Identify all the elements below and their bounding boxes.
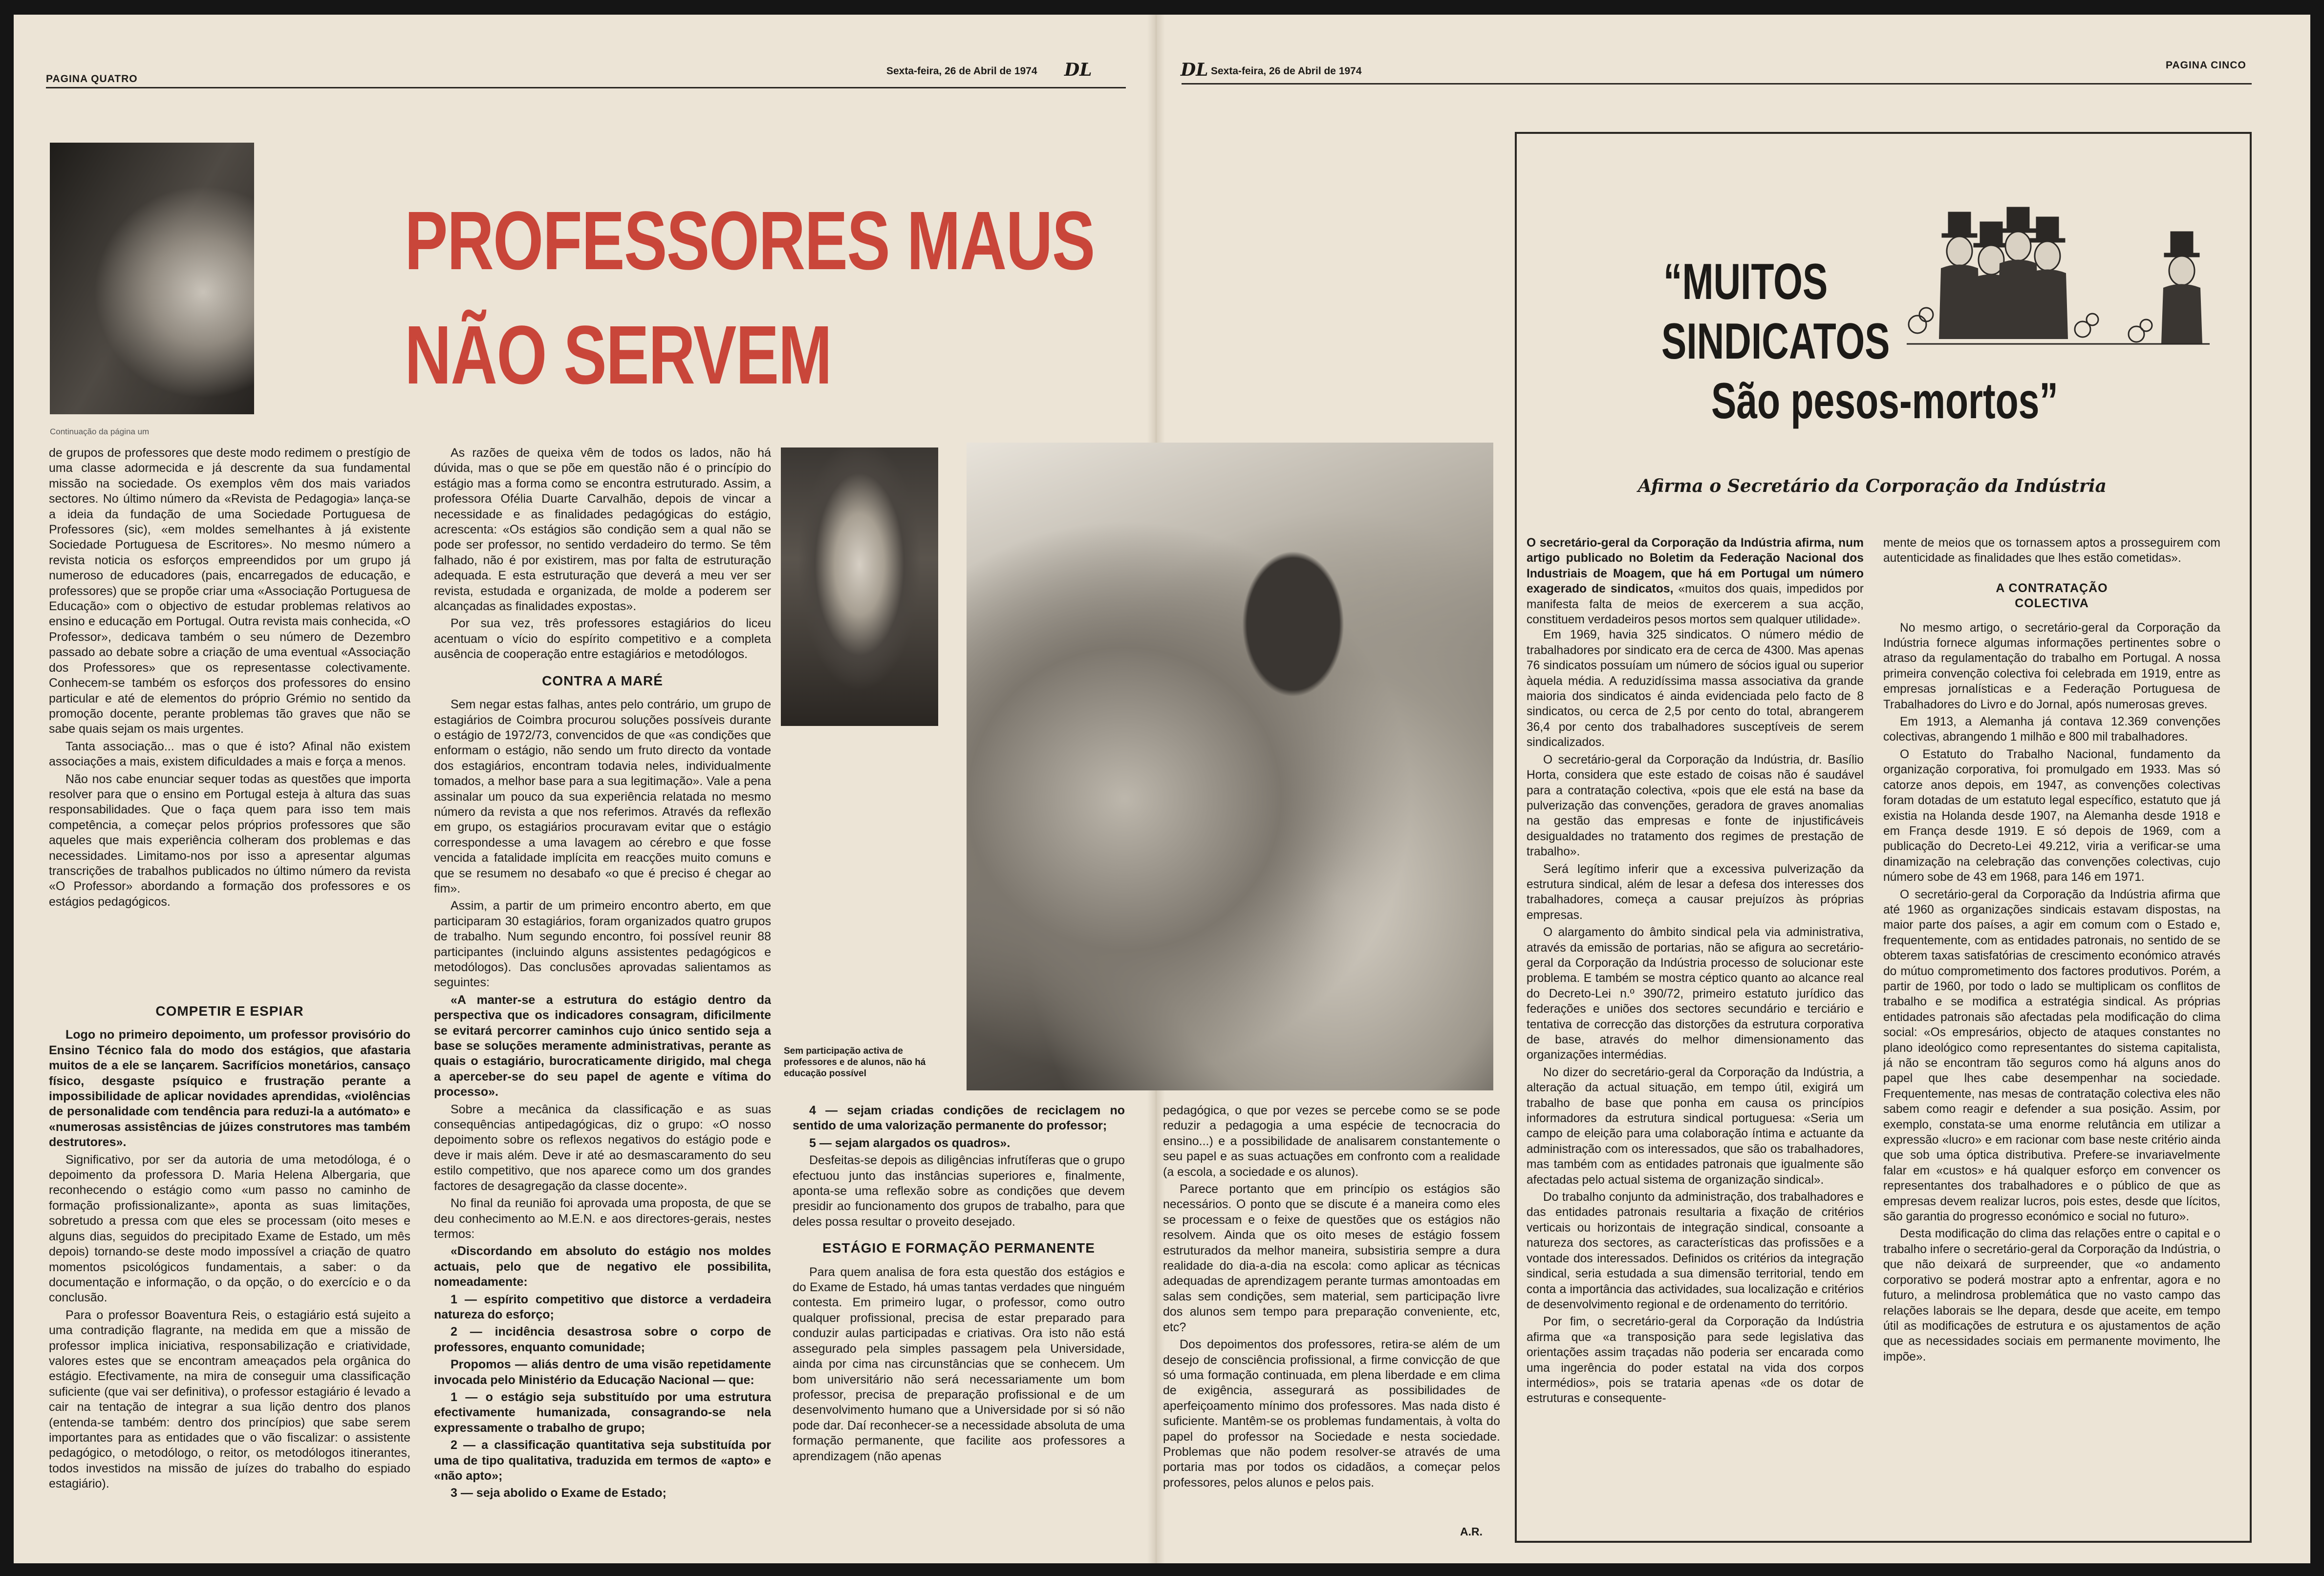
article1-column-3 bbox=[793, 1103, 1125, 1558]
paragraph: Sobre a mecânica da classificação e as suas consequências antipedagógicas, diz o grupo: «O nosso depoimento sobre os reflexos negativos do estágio pode e deve ir mais além. Deve ir até ao desmascaramento do seu estilo competitivo, que nos aparece como um dos grandes factores de desagregação da classe docente». bbox=[434, 1102, 771, 1193]
paragraph: Dos depoimentos dos professores, retira-se além de um desejo de consciência profissional, a firme convicção de que só uma formação continuada, em plena liberdade e em clima de exigência, assegurará as possibilidades de aperfeiçoamento mínimo dos professores. Mas nada disto é suficiente. Mantêm-se os problemas fundamentais, à volta do papel do professor na Sociedade e nesta sociedade. Problemas que não podem resolver-se através de uma portaria mas por todos os cidadãos, a começar pelos professores, pelos alunos e pelos pais. bbox=[1163, 1338, 1500, 1490]
flower bbox=[2140, 319, 2152, 331]
top-hat bbox=[2036, 217, 2059, 240]
newspaper-spread bbox=[14, 15, 2310, 1563]
quote-headline-3: São pesos-mortos” bbox=[1711, 373, 2058, 429]
left-page-folio: PAGINA QUATRO bbox=[46, 73, 138, 85]
paragraph: de grupos de professores que deste modo redimem o prestígio de uma classe adormecida e já descrente da sua fundamental missão na sociedade. Os exemplos vêm dos mais variados sectores. No último número da «Revista de Pedagogia» lança-se a ideia da fundação de uma Sociedade Portuguesa de Professores (sic), «em moldes semelhantes à já existente Sociedade Portuguesa de Escritores». No mesmo número a revista noticia os esforços empreendidos por um grupo já numeroso de educadores (pais, encarregados de educação, e professores) que se propõe criar uma «Associação Portuguesa de Educação» com o objectivo de estudar problemas relativos ao ensino e educação em Portugal. Outra revista mais conhecida, «O Professor», dedicava também o seu número de Dezembro passado ao debate sobre a criação de uma eventual «Associação dos Professores» que os representasse colectivamente. Conhecem-se também os esforços dos professores do ensino particular e até de elementos do próprio Grémio no sentido da promoção docente, perante problemas tão graves que não se sabe quais sejam os mais urgentes. bbox=[49, 446, 410, 736]
article2-column-1 bbox=[1527, 535, 1864, 1532]
paragraph: Significativo, por ser da autoria de uma metodóloga, é o depoimento da professora D. Maria Helena Albergaria, que reconhecendo o estágio como «um passo no caminho de formação profissionalizante», aponta as suas limitações, sobretudo a pressa com que eles se processam (oito meses e alguns dias, seguidos do precipitado Exame de Estado, um mês depois) tornando-se deste modo impossível a criação de quatro momentos psicológicos fundamentais, a saber: o da documentação e informação, o da opção, o do exercício e o da conclusão. bbox=[49, 1152, 410, 1305]
paragraph: Desfeitas-se depois as diligências infrutíferas que o grupo efectuou junto das instâncias superiores e, finalmente, aponta-se uma reflexão sobre as condições que devem presidir ao funcionamento dos grupos de trabalho, para que deles possa resultar o proveito desejado. bbox=[793, 1153, 1125, 1229]
face bbox=[2035, 241, 2060, 271]
continuation-note: Continuação da página um bbox=[50, 427, 150, 436]
top-hat bbox=[1948, 212, 1971, 235]
paragraph: Parece portanto que em princípio os estágios são necessários. O ponto que se discute é a maneira como eles se processam e o feixe de questões que os estágios não resolvem. Ainda que os oito meses de estágio fossem estruturados da melhor maneira, subsistiria sempre a dura realidade do dia-a-dia na escola: como aplicar as técnicas adequadas de aprendizagem perante turmas amontoadas em salas sem condições, sem material, sem participação livre dos alunos sem tempo para preparação conveniente, etc, etc? bbox=[1163, 1182, 1500, 1334]
article2-column-2 bbox=[1883, 535, 2220, 1532]
article1-column-2 bbox=[434, 446, 771, 1558]
paragraph: Não nos cabe enunciar sequer todas as questões que importa resolver para que o ensino em Portugal esteja à altura das suas responsabilidades. Que o faça quem para isso tem mais competência, a começar pelos próprios professores que são aqueles que mais experiência colheram dos problemas e das necessidades. Limitamo-nos por isso a apresentar algumas transcrições de trabalhos publicados no último número da revista «O Professor» abordando a formação dos professores e os estágios pedagógicos. bbox=[49, 772, 410, 909]
photo-smoking-teacher bbox=[50, 143, 254, 414]
capitalists-illustration bbox=[1907, 183, 2239, 378]
top-hat bbox=[2171, 232, 2193, 255]
paragraph: Tanta associação... mas o que é isto? Afinal não existem associações a mais, existem dificuldades a mais e força a menos. bbox=[49, 739, 410, 769]
headline-line-1: PROFESSORES MAUS bbox=[405, 194, 1095, 287]
coat bbox=[2161, 284, 2202, 344]
paragraph: Desta modificação do clima das relações entre o capital e o trabalho infere o secretário-geral da Corporação da Indústria, o que não deixará de surpreender, que «o andamento corporativo se poderá mostrar apto a enfrentar, agora e no futuro, a melindrosa problemática que no vasto campo das relações laborais se lhe depara, desde que aceite, em tempo útil as modificações de estrutura e os ajustamentos de ação que as necessidades sociais em permanente movimento, lhe impõe». bbox=[1883, 1227, 2220, 1363]
subhead-estagio: ESTÁGIO E FORMAÇÃO PERMANENTE bbox=[822, 1240, 1095, 1256]
photo-boy bbox=[781, 447, 938, 726]
paragraph: 2 — incidência desastrosa sobre o corpo de professores, enquanto comunidade; bbox=[434, 1325, 771, 1354]
paragraph: O secretário-geral da Corporação da Indústria, dr. Basílio Horta, considera que este estado de coisas não é saudável para a contratação colectiva, «pois que ele está na base da pulverização das convenções, geradora de graves anomalias na gestão das empresas e fonte de injustificáveis desigualdades no tratamento dos regimes de prestação de trabalho». bbox=[1527, 753, 1864, 859]
right-page-folio: PAGINA CINCO bbox=[2166, 60, 2246, 71]
article1-column-4 bbox=[1163, 1103, 1500, 1528]
article-signature: A.R. bbox=[1460, 1525, 1483, 1538]
article1-column-1 bbox=[49, 446, 410, 995]
paragraph: Por sua vez, três professores estagiários do liceu acentuam o vício do espírito competitivo e a completa ausência de cooperação entre estagiários e metodólogos. bbox=[434, 617, 771, 661]
coat bbox=[2027, 270, 2068, 340]
paragraph: 2 — a classificação quantitativa seja substituída por uma de tipo qualitativa, traduzida em termos de «apto» e «não apto»; bbox=[434, 1438, 771, 1483]
newspaper-logo-right: DL bbox=[1181, 60, 1208, 80]
subhead-colectiva: COLECTIVA bbox=[2015, 596, 2089, 611]
paragraph: 1 — espírito competitivo que distorce a verdadeira natureza do esforço; bbox=[434, 1292, 771, 1321]
flower bbox=[1919, 308, 1933, 321]
face bbox=[2169, 256, 2195, 285]
paragraph: Sem negar estas falhas, antes pelo contrário, um grupo de estagiários de Coimbra procurou soluções possíveis durante o estágio de 1972/73, convencidos de que «as condições que enformam o estágio, não sendo um fruto directo da vontade dos estagiários, encontram todavia neles, individualmente tomados, a melhor base para a sua legitimação». Vale a pena assinalar um pouco da sua experiência relatada no mesmo número da revista a que nos referimos. Através da reflexão em grupo, os estagiários procuravam evitar que o estágio correspondesse a uma lavagem ao cérebro e que fosse vencida a fatalidade implícita em reacções muito comuns e que se resumem no desabafo «o que é preciso é chegar ao fim». bbox=[434, 698, 771, 895]
header-rule-left bbox=[46, 87, 1126, 88]
paragraph: «Discordando em absoluto do estágio nos moldes actuais, pelo que de negativo ele possibilita, nomeadamente: bbox=[434, 1244, 771, 1289]
paragraph: mente de meios que os tornassem aptos a prosseguirem com autenticidade as finalidades que lhes estão cometidas». bbox=[1883, 536, 2220, 565]
paragraph: Em 1913, a Alemanha já contava 12.369 convenções colectivas, abrangendo 1 milhão e 800 mil trabalhadores. bbox=[1883, 715, 2220, 744]
paragraph: As razões de queixa vêm de todos os lados, não há dúvida, mas o que se põe em questão não é o princípio do estágio mas a forma como se encontra estruturado. Assim, a professora Ofélia Duarte Carvalhão, depois de vincar a necessidade e as finalidades pedagógicas do estágio, acrescenta: «Os estágios são condição sem a qual não se pode ser professor, no sentido verdadeiro do termo. Se têm falhado, não é por existirem, mas por falta de estruturação adequada. E esta estruturação que deverá a meu ver ser revista, estudada e organizada, de molde a poderem ser alcançadas as finalidades expostas». bbox=[434, 446, 771, 614]
article2-box bbox=[1515, 132, 2252, 1543]
paragraph: 5 — sejam alargados os quadros». bbox=[809, 1136, 1011, 1150]
paragraph: O alargamento do âmbito sindical pela via administrativa, através da emissão de portarias, não se afigura ao secretário-geral da Corporação da Indústria processo de solucionar este problema. E também se mostra céptico quanto ao alcance real do Decreto-Lei n.º 390/72, primeiro estatuto jurídico das federações e uniões dos sectores secundário e terciário e tentativa de correcção das distorções da estrutura corporativa de base, através do melhor dimensionamento das organizações intermédias. bbox=[1527, 926, 1864, 1062]
paragraph: Logo no primeiro depoimento, um professor provisório do Ensino Técnico fala do modo dos estágios, que afastaria muitos de a ele se lançarem. Sacrifícios monetários, cansaço físico, desgaste psíquico e frustração perante a impossibilidade de aplicar novidades aprendidas, «violências de personalidade com tendência para reduzi-la a autómato» e «numerosas assistências de júizes construtores mas também destrutores». bbox=[49, 1028, 410, 1150]
subhead-contra: CONTRA A MARÉ bbox=[542, 673, 663, 688]
paragraph: O Estatuto do Trabalho Nacional, fundamento da organização corporativa, foi promulgado em 1933. Mas só catorze anos depois, em 1947, as convenções colectivas foram dotadas de um estatuto legal específico, estatuto que já existia na Holanda desde 1907, na Alemanha desde 1918 e em França desde 1919. E só depois de 1969, com a publicação do Decreto-Lei 49.212, viria a verificar-se uma dinamização na celebração das convenções colectivas, cujo número sobe de 43 em 1968, para 146 em 1971. bbox=[1883, 747, 2220, 884]
quote-headline-2: SINDICATOS bbox=[1661, 313, 1890, 370]
quote-headline-1: “MUITOS bbox=[1663, 254, 1828, 310]
article1-column-1b bbox=[49, 1003, 410, 1558]
photo-classroom bbox=[967, 443, 1493, 1090]
newspaper-logo-left: DL bbox=[1064, 60, 1092, 80]
paragraph: 3 — seja abolido o Exame de Estado; bbox=[451, 1486, 667, 1500]
subhead-competir: COMPETIR E ESPIAR bbox=[155, 1003, 304, 1019]
paragraph: Será legítimo inferir que a excessiva pulverização da estrutura sindical, além de lesar a defesa dos interesses dos trabalhadores, começa a causar prejuízos às próprias empresas. bbox=[1527, 862, 1864, 922]
right-page-date: Sexta-feira, 26 de Abril de 1974 bbox=[1211, 65, 1362, 77]
headline-line-2: NÃO SERVEM bbox=[405, 309, 832, 402]
header-rule-right bbox=[1182, 83, 2252, 85]
paragraph: No dizer do secretário-geral da Corporação da Indústria, a alteração da actual situação, em tempo útil, exigirá um trabalho de base que ponha em causa os princípios informadores da estrutura sindical portuguesa: «Seria um campo de eleição para uma colaboração íntima e actuante da administração com os interessados, que são os trabalhadores, mas também com as entidades patronais que igualmente são afectadas pelo actual sistema de organização sindical». bbox=[1527, 1065, 1864, 1187]
paragraph: Em 1969, havia 325 sindicatos. O número médio de trabalhadores por sindicato era de cerca de 4300. Mas apenas 76 sindicatos possuíam um número de sócios igual ou superior àquela média. A reduzidíssima massa associativa da grande maioria dos sindicatos é ainda evidenciada pelo facto de 8 sindicatos, ou cerca de 2,5 por cento do total, abrangerem 36,4 por cento dos trabalhadores susceptíveis de serem sindicalizados. bbox=[1527, 628, 1864, 749]
lead-paragraph: O secretário-geral da Corporação da Indústria afirma, num artigo publicado no Boletim da Federação Nacional dos Industriais de Moagem, que há em Portugal um número exagerado de sindicatos, bbox=[1527, 536, 1864, 596]
paragraph: 4 — sejam criadas condições de reciclagem no sentido de uma valorização permanente do professor; bbox=[793, 1104, 1125, 1133]
paragraph: Propomos — aliás dentro de uma visão repetidamente invocada pelo Ministério da Educação Nacional — que: bbox=[434, 1358, 771, 1387]
left-page-date: Sexta-feira, 26 de Abril de 1974 bbox=[886, 65, 1037, 77]
paragraph: 1 — o estágio seja substituído por uma estrutura efectivamente humanizada, consagrando-se nela expressamente o trabalho de grupo; bbox=[434, 1390, 771, 1435]
paragraph: O secretário-geral da Corporação da Indústria afirma que até 1960 as organizações sindicais estavam dispostas, na maior parte dos países, a agir em comum com o Estado e, frequentemente, com as entidades patronais, no sentido de se obterem taxas satisfatórias de crescimento económico através do mútuo comprometimento dos factores produtivos. Porém, a partir de 1960, por todo o lado se multiplicam os conflitos de trabalho e se modifica a estratégia sindical. As próprias entidades patronais são afectadas pela modificação do clima social: «Os empresários, objecto de ataques constantes no plano ideológico como representantes do sistema capitalista, já não se encontram tão seguros como há alguns anos do papel que lhes cabe desempenhar na sociedade. Frequentemente, nas mesas de contratação colectiva eles não sabem como reagir e defender a sua posição. Assim, por exemplo, constata-se uma enorme relutância em utilizar a expressão «lucro» e em racionar com base neste critério ainda que sob uma óptica distributiva. Prefere-se invariavelmente falar em «custos» e há qualquer esforço em convencer os representantes dos trabalhadores e o público de que as empresas devem realizar lucros, pois estes, desde que lícitos, são garantia do progresso económico e social no futuro». bbox=[1883, 888, 2220, 1224]
face bbox=[1947, 236, 1972, 266]
paragraph: Do trabalho conjunto da administração, dos trabalhadores e das entidades patronais resultaria a fixação de critérios verticais ou horizontais de integração sindical, consoante a natureza dos sectores, as características das profissões e a vontade dos interessados. Definidos os critérios da integração sindical, seria estudada a sua dimensão territorial, tendo em conta a importância das actividades, sua localização e critérios de desenvolvimento regional e de ordenamento do território. bbox=[1527, 1191, 1864, 1311]
lead-paragraph-rest: «muitos dos quais, impedidos por manifesta falta de meios de exercerem a sua acção, constituem verdadeiros pesos mortos sem qualquer utilidade». bbox=[1527, 582, 1864, 627]
paragraph: pedagógica, o que por vezes se percebe como se se pode reduzir a pedagogia a uma espécie de tecnocracia do ensino...) e a possibilidade de analisarem constantemente o seu papel e as suas actuações em confronto com a realidade (a escola, a sociedade e os alunos). bbox=[1163, 1104, 1500, 1179]
paragraph: Para o professor Boaventura Reis, o estagiário está sujeito a uma contradição flagrante, na medida em que a missão de professor implica iniciativa, responsabilização e criatividade, valores estes que se encontram ameaçados pela orgânica do estágio. Efectivamente, na mira de conseguir uma classificação suficiente (que vai ser definitiva), o professor estagiário é levado a cair na tentação de integrar a sua lição dentro dos planos (entenda-se também: dentro dos princípios) que sabe serem importantes para as entidades que o vão fiscalizar: o assistente pedagógico, o metodólogo, o reitor, os metodólogos itinerantes, todos investidos na missão de juízes do trabalho do espiado estagiário). bbox=[49, 1308, 410, 1491]
face bbox=[2005, 232, 2031, 261]
paragraph: No mesmo artigo, o secretário-geral da Corporação da Indústria fornece algumas informações pertinentes sobre o atraso da regulamentação do trabalho em Portugal. A nossa primeira convenção colectiva foi celebrada em 1919, entre as empresas jornalísticas e a Federação Portuguesa de Trabalhadores do Livro e do Jornal, após numerosas greves. bbox=[1883, 621, 2220, 711]
top-hat bbox=[2007, 207, 2029, 231]
paragraph: Por fim, o secretário-geral da Corporação da Indústria afirma que «a transposição para sede legislativa das orientações assim traçadas não poderia ser encarada como uma ingerência do poder estatal na vida dos corpos intermédios», pois se trataria apenas «de os dotar de estruturas e consequente- bbox=[1527, 1315, 1864, 1406]
flower bbox=[2087, 314, 2098, 325]
top-hat bbox=[1980, 222, 2002, 245]
photo-caption: Sem participação activa de professores e de alunos, não há educação possível bbox=[784, 1046, 926, 1079]
deck-line: Afirma o Secretário da Corporação da Indústria bbox=[1638, 476, 2107, 496]
paragraph: «A manter-se a estrutura do estágio dentro da perspectiva que os indicadores consagram, dificilmente se evitará percorrer caminhos cujo único sentido seja a base se soluções meramente administrativas, perante as quais o estagiário, burocraticamente dirigido, mal chega a aperceber-se do seu papel de agente e vítima do processo». bbox=[434, 993, 771, 1099]
paragraph: No final da reunião foi aprovada uma proposta, de que se deu conhecimento ao M.E.N. e aos directores-gerais, nestes termos: bbox=[434, 1196, 771, 1241]
paragraph: Para quem analisa de fora esta questão dos estágios e do Exame de Estado, há umas tantas verdades que ninguém contesta. Em primeiro lugar, o professor, como outro qualquer profissional, precisa de estar preparado para conduzir aulas participadas e criativas. Ora isto não está assegurado pela simples passagem pela Universidade, ainda por cima nas circunstâncias que se conhecem. Um bom universitário não será necessariamente um bom professor, precisa de preparação profissional e de um desenvolvimento humano que a Universidade por si só não pode dar. Daí reconhecer-se a necessidade absoluta de uma formação permanente, que facilite aos professores a aprendizagem (não apenas bbox=[793, 1265, 1125, 1463]
subhead-contratacao: A CONTRATAÇÃO bbox=[1996, 581, 2108, 595]
flower bbox=[1909, 316, 1926, 333]
paragraph: Assim, a partir de um primeiro encontro aberto, em que participaram 30 estagiários, foram organizados quatro grupos de trabalho. Num segundo encontro, foi possível reunir 88 participantes (incluindo alguns assistentes pedagógicos e metodólogos). Das conclusões aprovadas salientamos as seguintes: bbox=[434, 899, 771, 990]
